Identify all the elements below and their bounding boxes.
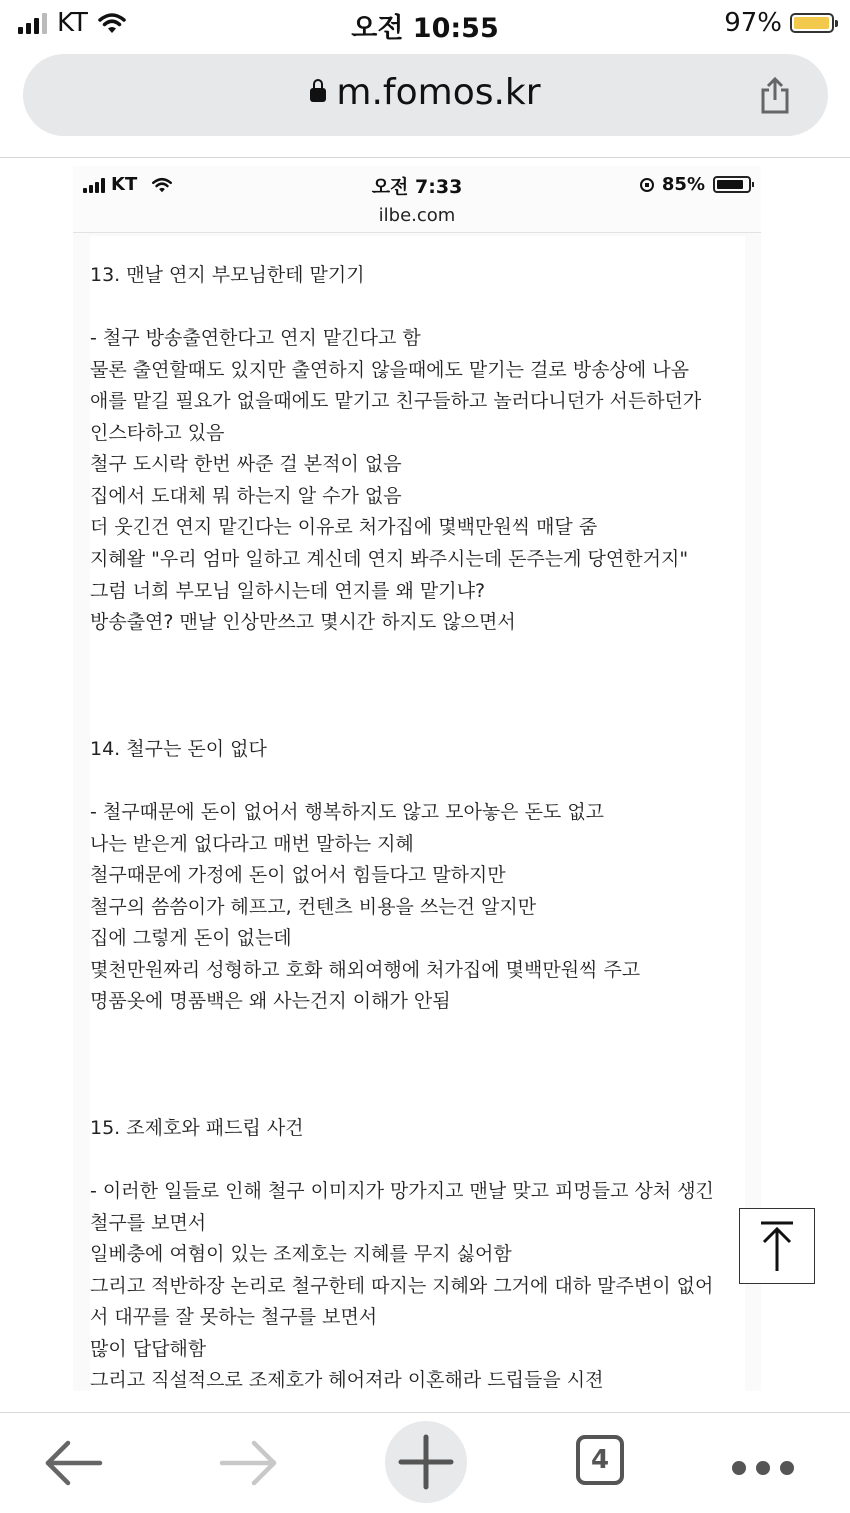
forward-arrow-icon[interactable]: [218, 1437, 280, 1489]
rotation-lock-icon: [640, 178, 654, 192]
status-bar: [0, 0, 850, 50]
text-line: 몇천만원짜리 성형하고 호화 해외여행에 처가집에 몇백만원씩 주고: [90, 959, 641, 981]
text-line: - 이러한 일들로 인해 철구 이미지가 망가지고 맨날 맞고 피멍들고 상처 생긴: [90, 1180, 714, 1202]
plus-icon: [385, 1421, 467, 1503]
share-icon[interactable]: [758, 76, 792, 114]
arrow-up-icon: [740, 1209, 814, 1283]
text-line: 집에 그렇게 돈이 없는데: [90, 927, 292, 949]
inner-clock: 오전 7:33: [371, 176, 463, 198]
section-heading: 15. 조제호와 패드립 사건: [90, 1117, 304, 1139]
lock-icon: [310, 88, 326, 102]
inner-site: ilbe.com: [378, 205, 456, 226]
browser-toolbar: [0, 1412, 850, 1513]
inner-status-bar: [73, 166, 761, 233]
text-line: 방송출연? 맨날 인상만쓰고 몇시간 하지도 않으면서: [90, 611, 516, 633]
text-line: 많이 답답해함: [90, 1338, 207, 1360]
back-to-top-button[interactable]: [739, 1208, 815, 1284]
back-arrow-icon[interactable]: [42, 1437, 104, 1489]
text-line: 지혜왈 "우리 엄마 일하고 계신데 연지 봐주시는데 돈주는게 당연한거지": [90, 548, 689, 570]
battery-icon: [790, 13, 834, 33]
text-line: 명품옷에 명품백은 왜 사는건지 이해가 안됨: [90, 990, 451, 1012]
text-line: 나는 받은게 없다라고 매번 말하는 지혜: [90, 833, 414, 855]
text-line: 인스타하고 있음: [90, 422, 225, 444]
url-text: m.fomos.kr: [336, 72, 541, 113]
text-line: 더 웃긴건 연지 맡긴다는 이유로 처가집에 몇백만원씩 매달 줌: [90, 516, 598, 538]
battery-fill: [794, 17, 829, 29]
text-line: 철구의 씀씀이가 헤프고, 컨텐츠 비용을 쓰는건 알지만: [90, 896, 537, 918]
text-line: 애를 맡길 필요가 없을때에도 맡기고 친구들하고 놀러다니던가 서든하던가: [90, 390, 702, 412]
section-heading: 14. 철구는 돈이 없다: [90, 738, 267, 760]
text-line: 서 대꾸를 잘 못하는 철구를 보면서: [90, 1306, 378, 1328]
text-line: - 철구때문에 돈이 없어서 행복하지도 않고 모아놓은 돈도 없고: [90, 801, 605, 823]
address-bar[interactable]: [23, 54, 828, 136]
inner-battery-icon: [713, 176, 751, 193]
clock: 오전 10:55: [351, 13, 499, 44]
text-line: 일베충에 여혐이 있는 조제호는 지혜를 무지 싫어함: [90, 1243, 512, 1265]
text-line: 그리고 적반하장 논리로 철구한테 따지는 지혜와 그거에 대하 말주변이 없어: [90, 1275, 714, 1297]
text-line: 집에서 도대체 뭐 하는지 알 수가 없음: [90, 485, 402, 507]
article-body: [90, 236, 745, 1391]
carrier-label: KT: [57, 8, 88, 38]
text-line: 철구 도시락 한번 싸준 걸 본적이 없음: [90, 453, 402, 475]
inner-battery-percent: 85%: [661, 174, 705, 195]
inner-battery-fill: [717, 180, 743, 189]
embedded-screenshot: [73, 166, 761, 1391]
battery-percent: 97%: [724, 8, 782, 38]
text-line: - 철구 방송출연한다고 연지 맡긴다고 함: [90, 327, 421, 349]
section-heading: 13. 맨날 연지 부모님한테 맡기기: [90, 264, 365, 286]
text-line: 그리고 직설적으로 조제호가 헤어져라 이혼해라 드립들을 시젼: [90, 1369, 604, 1391]
divider: [0, 157, 850, 158]
text-line: 철구때문에 가정에 돈이 없어서 힘들다고 말하지만: [90, 864, 506, 886]
more-menu-icon[interactable]: [732, 1461, 794, 1475]
tab-switcher-button[interactable]: 4: [576, 1435, 624, 1485]
new-tab-button[interactable]: [385, 1421, 467, 1503]
text-line: 철구를 보면서: [90, 1212, 207, 1234]
text-line: 물론 출연할때도 있지만 출연하지 않을때에도 맡기는 걸로 방송상에 나옴: [90, 359, 689, 381]
text-line: 그럼 너희 부모님 일하시는데 연지를 왜 맡기냐?: [90, 580, 486, 602]
inner-carrier: KT: [111, 174, 138, 195]
